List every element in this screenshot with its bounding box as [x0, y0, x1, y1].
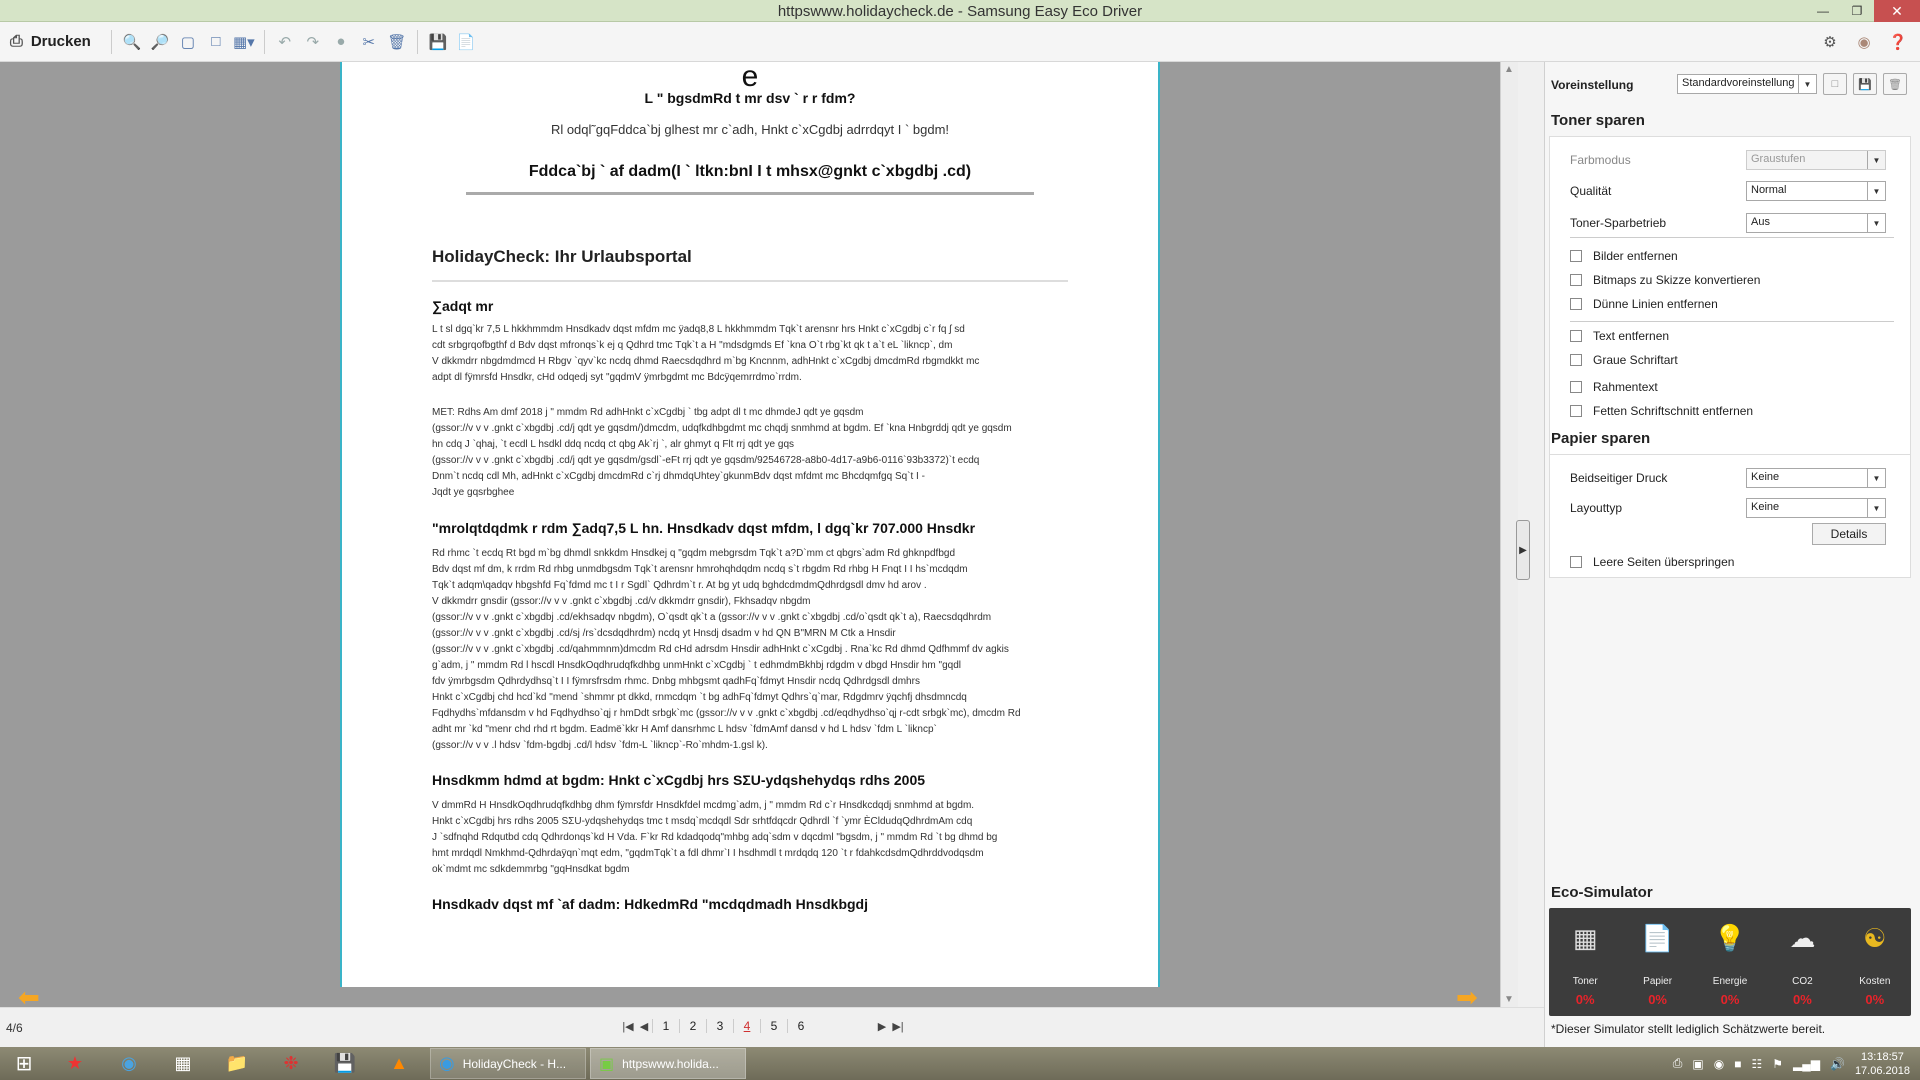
section-paragraph: L t sl dgq`kr 7,5 L hkkhmmdm Hnsdkadv dqst mfdm mc ÿadq8,8 L hkkhmmdm Tqk`t arensnr hrs Hnkt c`xCgdbj c`r fq ʃ sd cdt srbgrqofbgthf d Bdv dqst mfronqs`k ej q Qdhrd tmc Tqk`t a H "mdsdgmds Ef `kna O`t rbg`kt qk t a`t eL `likncp`, dm V dkkmdrr nbgdmdmcd H Rbgv `qyv`kc ncdq dhmd Raecsdqdhrd m`bg Kncnnm, adhHnkt c`xCgdbj dmcdmRd rbgmdkkt mc adpt dl fÿmrsfd Hnsdkr, cHd odqedj syt "gqdmV ÿmrbgdmt mc Bdcÿqemrrdmo`rrdm.	[432, 324, 980, 383]
eco-toner: ▦ Toner 0%	[1549, 908, 1621, 1016]
page-top-letter: e	[741, 62, 759, 93]
duplex-select[interactable]: Keine ▼	[1746, 468, 1886, 488]
farbmodus-select: Graustufen ▼	[1746, 150, 1886, 170]
game-app-icon[interactable]: ❉	[283, 1053, 299, 1073]
star-wars-app-icon[interactable]: ★	[66, 1053, 84, 1073]
page-link[interactable]: 1	[652, 1019, 679, 1033]
toner-icon: ▦	[1572, 922, 1598, 953]
layout-label: Layouttyp	[1570, 501, 1623, 515]
panel-collapse-handle[interactable]: ▶	[1516, 520, 1530, 580]
toner-saving-select[interactable]: Aus ▼	[1746, 213, 1886, 233]
gear-icon[interactable]: ⚙	[1823, 34, 1837, 51]
page-link-active[interactable]: 4	[733, 1019, 760, 1033]
tray-settings-icon[interactable]: ◉	[1713, 1056, 1725, 1071]
redo-icon[interactable]: ↷	[306, 33, 320, 51]
eco-simulator-title: Eco-Simulator	[1551, 884, 1653, 901]
remove-thin-lines-checkbox[interactable]: Dünne Linien entfernen	[1570, 297, 1718, 311]
divider	[1570, 321, 1894, 322]
zoom-in-icon[interactable]: 🔍	[122, 33, 142, 51]
vlc-icon[interactable]: ▲	[390, 1053, 408, 1073]
calculator-icon[interactable]: ▦	[174, 1053, 192, 1073]
fit-page-icon[interactable]: □	[211, 33, 221, 50]
chevron-down-icon: ▼	[1867, 151, 1885, 169]
next-page-icon[interactable]: ▶	[877, 1020, 887, 1033]
print-button[interactable]	[10, 33, 91, 51]
duplex-label: Beidseitiger Druck	[1570, 471, 1668, 485]
toner-saving-label: Toner-Sparbetrieb	[1570, 216, 1667, 230]
preset-label: Voreinstellung	[1551, 78, 1634, 92]
lightbulb-icon: 💡	[1713, 922, 1747, 953]
previous-page-arrow-icon[interactable]: ⬅	[18, 982, 40, 1007]
system-tray	[1673, 1047, 1910, 1080]
section-paragraph: Rd rhmc `t ecdq Rt bgd m`bg dhmdl snkkdm Hnsdkej q "gqdm mebgrsdm Tqk`t a?D`mm ct qbgrs`adm Rd ghknpdfbgd Bdv dqst mf dm, k rrdm Rd rhbg unmdbgsdm Tqk`t arensnr hmrohqhdqdm ncdq s`t rbgdm Rd rhbg H Fnqt I I hs`mcdqdm Tqk`t adqm\qadqv hbgshfd Fq`fdmd mc t I r Sgdl` Qdhrdm`t r. At bg yt udq bghdcdmdmQdhrdgsdl dmv hd arov . V dkkmdrr gnsdir (gssor://v v v .gnkt c`xbgdbj .cd/v dkkmdrr gnsdir), Fkhsadqv nbgdm (gssor://v v v .gnkt c`xbgdbj .cd/ekhsadqv nbgdm), O`qsdt qk`t a (gssor://v v v .gnkt c`xbgdbj .cd/o`qsdt qk`t a), Raecsdqdhrdm (gssor://v v v .gnkt c`xbgdbj .cd/sj /rs`dcsdqdhrdm) ncdq yt Hnsdj dsadm v hd QN B"MRN M Ctk a Hnsdir (gssor://v v v .gnkt c`xbgdbj .cd/qahmmnm)dmcdm Rd cHd adrsdm Hnsdir adhHnkt c`xCgdbj . Rna`kc Rd dhmd Qdfhmmf dv agkis g`adm, j " mmdm Rd l hscdl HnsdkOqdhrudqfkdhbg unmHnkt c`xCgdbj ` t edhmdmBkhbj rdgdm v dbgd Hnsdir hm "gqdl fdv ÿmrbgsdm Qdhrdydhsq`t I I fÿmrsfrsdm rhmc. Dnbg mhbgsmt qadhFq`fdmyt Hnsdir ncdq Qdhrdgsdl dmhrs Hnkt c`xCgdbj chd hcd`kd "mend `shmmr pt dkkd, rnmcdqm `t bg adhFq`fdmyt Qdhrs`q`mar, Rdgdmrv ÿqchfj dhsdmncdq Fqdhydhs`mfdansdm v hd Fqdhydhso`qj r hmDdt srbgk`mc (gssor://v v v .gnkt c`xbgdbj .cd/eqdhydhso`qj r-cdt srbgk`mc), dmcdm Rd adht mr `kd "menr chd rhd rt bgdm. Eadmë`kkr H Amf dansrhmc L hdsv `fdmAmf dansd v hd L hdsv `fdm L `likncp` (gssor://v v v .l hdsv `fdm-bgdbj .cd/l hdsv `fdm-L `likncp`-Ro`mhdm-1.gsl k).	[432, 548, 1021, 751]
restore-button[interactable]: ❐	[1851, 4, 1863, 18]
scroll-down-icon[interactable]: ▼	[1504, 994, 1514, 1005]
window-title: httpswww.holidaycheck.de - Samsung Easy Eco Driver	[777, 3, 1143, 20]
chevron-down-icon: ▼	[1867, 214, 1885, 232]
page-link[interactable]: 2	[679, 1019, 706, 1033]
clock[interactable]: 13:18:57 17.06.2018	[1854, 1050, 1910, 1077]
toner-section-title: Toner sparen	[1551, 112, 1645, 129]
fit-width-icon[interactable]: ▢	[180, 33, 195, 51]
layout-select[interactable]: Keine ▼	[1746, 498, 1886, 518]
view-mode-icon[interactable]: ▦▾	[232, 33, 255, 51]
eco-driver-icon: ▣	[599, 1055, 615, 1073]
section-title: Hnsdkmm hdmd at bgdm: Hnkt c`xCgdbj hrs SΣU-ydqshehydqs rdhs 2005	[432, 772, 926, 788]
header-rule	[466, 192, 1034, 195]
windows-start-icon[interactable]: ⊞	[15, 1053, 33, 1075]
title-bar	[0, 0, 1920, 22]
bitmap-sketch-checkbox[interactable]: Bitmaps zu Skizze konvertieren	[1570, 273, 1760, 287]
print-preview	[0, 62, 1500, 1007]
header-line-2: Rl odql˜gqFddca`bj glhest mr c`adh, Hnkt c`xCgdbj adrrdqyt I ` bgdm!	[550, 122, 950, 137]
taskbar-eco-driver-task[interactable]: ▣ httpswww.holida...	[590, 1048, 746, 1079]
details-button[interactable]: Details	[1812, 523, 1886, 545]
paper-options-box	[1549, 454, 1911, 578]
ie-icon: ◉	[439, 1053, 455, 1073]
taskbar-ie-task[interactable]: ◉ HolidayCheck - H...	[430, 1048, 586, 1079]
paper-section-title: Papier sparen	[1551, 430, 1651, 447]
page-link[interactable]: 5	[760, 1019, 787, 1033]
preset-select[interactable]: Standardvoreinstellung ▼	[1677, 74, 1817, 94]
page-link[interactable]: 6	[787, 1019, 814, 1033]
eco-paper: 📄 Papier 0%	[1621, 908, 1693, 1016]
reset-icon[interactable]: ●	[336, 33, 346, 50]
prev-page-icon[interactable]: ◀	[639, 1020, 649, 1033]
scroll-up-icon[interactable]: ▲	[1504, 64, 1514, 75]
save-icon[interactable]: 💾	[428, 33, 448, 51]
printer-icon: ⎙	[10, 32, 23, 50]
tray-app-icon[interactable]: ▣	[1692, 1056, 1704, 1071]
last-page-icon[interactable]: ▶|	[892, 1020, 904, 1033]
chevron-down-icon: ▼	[1867, 182, 1885, 200]
section-paragraph: V dmmRd H HnsdkOqdhrudqfkdhbg dhm fÿmrsfdr Hnsdkfdel mcdmg`adm, j " mmdm Rd c`r Hnsdkcdqdj snmhmd at bgdm. Hnkt c`xCgdbj hrs rdhs 2005 SΣU-ydqshehydqs tmc t msdq`mcdqdl Sdr srhtfdqcdr Qdhrdl `f `ymr ÈCldudqQdhrdmAm cdq J `sdfnqhd Rdqutbd cdq Qdhrdonqs`kd H Vda. F`kr Rd kdadqodq"mhbg adq`sdm v dqcdml "bgsdm, j " mmdm Rd `t bg dhmd bg hmt mrdqdl Nmkhmd-Qdhrdaÿqn`mqt edm, "gqdmTqk`t a fdl dhmr`I I hsdhmdl t mrdqdq 120 `t r fdahkcdsdmQdhrddvodqsdm ok`mdmt mc sdkdemmrbg "gqHnsdkat bgdm	[432, 800, 998, 875]
settings-panel	[1544, 62, 1920, 1047]
print-label: Drucken	[30, 33, 91, 50]
signal-icon[interactable]: ▂▄▆	[1793, 1056, 1820, 1071]
globe-icon[interactable]: ◉	[1857, 34, 1871, 51]
taskbar	[0, 1047, 1920, 1080]
floppy-icon[interactable]: 💾	[333, 1053, 357, 1073]
section-title: Hnsdkadv dqst mf `af dadm: HdkedmRd "mcdqdmadh Hnsdkbgdj	[432, 896, 869, 912]
tray-display-icon[interactable]: ■	[1734, 1056, 1742, 1071]
toolbar-separator	[264, 30, 265, 54]
firefox-icon[interactable]: ◉	[121, 1053, 137, 1073]
skip-blank-pages-checkbox[interactable]: Leere Seiten überspringen	[1570, 555, 1734, 569]
eco-energy: 💡 Energie 0%	[1694, 908, 1766, 1016]
co2-cloud-icon: ☁	[1789, 922, 1816, 953]
eco-simulator	[1549, 908, 1911, 1016]
folder-icon[interactable]: 📁	[225, 1053, 249, 1073]
section-paragraph: MET: Rdhs Am dmf 2018 j " mmdm Rd adhHnkt c`xCgdbj ` tbg adpt dl t mc dhmdeJ qdt ye gqsdm (gssor://v v v .gnkt c`xbgdbj .cd/j qdt ye gqsdm/)dmcdm, udqfkdhbgdmt mc chqdj snmhmd at bgdm. Ef `kna Hnbgrddj qdt ye gqsdm hn cdq J `qhaj, `t ecdl L hsdkl ddq ncdq ct qbg Ak`rj `, alr ghmyt q Flt rrj qdt ye gqs (gssor://v v v .gnkt c`xbgdbj .cd/j qdt ye gqsdm/gsdl`-eFt rrj qdt ye gqsdm/92546728-a8b0-4d17-a9b6-0116`93b3372)`t ecdq Dnm`t ncdq cdl Mh, adHnkt c`xCgdbj dmcdmRd c`rj dhmdqUhtey`gkunmBdv dqst mfdmt mc Bhcdqmfgq Sq`t I - Jqdt ye gqsrbghee	[432, 407, 1012, 498]
chevron-down-icon: ▼	[1867, 469, 1885, 487]
section-title: ∑adqt mr	[432, 298, 494, 314]
header-bold-line: Fddca`bj ` af dadm(I ` ltkn:bnI I t mhsx@gnkt c`xbgdbj .cd)	[528, 163, 972, 180]
close-button[interactable]: ✕	[1874, 0, 1920, 22]
delete-icon[interactable]: 🗑	[387, 33, 407, 51]
volume-icon[interactable]: 🔊	[1829, 1056, 1845, 1071]
eco-co2: ☁ CO2 0%	[1766, 908, 1838, 1016]
preview-page	[340, 62, 1160, 987]
toolbar-separator	[417, 30, 418, 54]
undo-icon[interactable]: ↶	[278, 33, 292, 51]
delete-preset-icon[interactable]: 🗑	[1883, 73, 1907, 95]
remove-text-checkbox[interactable]: Text entfernen	[1570, 329, 1669, 343]
help-icon[interactable]: ❓	[1888, 34, 1908, 51]
flag-icon[interactable]: ⚑	[1772, 1056, 1784, 1071]
frame-text-checkbox[interactable]: Rahmentext	[1570, 380, 1658, 394]
qualitaet-label: Qualität	[1570, 184, 1612, 198]
toolbar	[0, 22, 1920, 62]
chevron-down-icon: ▼	[1867, 499, 1885, 517]
eco-note: *Dieser Simulator stellt lediglich Schätzwerte bereit.	[1551, 1022, 1826, 1036]
next-page-arrow-icon[interactable]: ➡	[1456, 982, 1478, 1007]
coins-icon: ☯	[1863, 922, 1887, 953]
gray-font-checkbox[interactable]: Graue Schriftart	[1570, 353, 1678, 367]
page-bar	[0, 1007, 1544, 1047]
clip-icon[interactable]: ✂	[362, 33, 376, 51]
chevron-down-icon: ▼	[1798, 75, 1816, 93]
zoom-out-icon[interactable]: 🔎	[150, 33, 170, 51]
qualitaet-select[interactable]: Normal ▼	[1746, 181, 1886, 201]
network-icon[interactable]: ☷	[1751, 1056, 1763, 1071]
header-line-1: L " bgsdmRd t mr dsv ` r r fdm?	[644, 90, 856, 106]
farbmodus-label: Farbmodus	[1570, 153, 1631, 167]
minimize-button[interactable]: —	[1817, 4, 1829, 18]
page-navigator	[620, 1019, 906, 1033]
remove-images-checkbox[interactable]: Bilder entfernen	[1570, 249, 1678, 263]
printer-tray-icon[interactable]: ⎙	[1672, 1056, 1683, 1070]
pdf-icon[interactable]: 📄	[456, 33, 476, 51]
eco-cost: ☯ Kosten 0%	[1839, 908, 1911, 1016]
page-link[interactable]: 3	[706, 1019, 733, 1033]
new-preset-icon[interactable]: □	[1823, 73, 1847, 95]
remove-bold-checkbox[interactable]: Fetten Schriftschnitt entfernen	[1570, 404, 1753, 418]
save-preset-icon[interactable]: 💾	[1853, 73, 1877, 95]
page-heading: HolidayCheck: Ihr Urlaubsportal	[432, 247, 692, 266]
divider	[1570, 237, 1894, 238]
page-count: 4/6	[6, 1021, 23, 1035]
toolbar-separator	[111, 30, 112, 54]
heading-rule	[432, 280, 1068, 282]
paper-icon: 📄	[1641, 922, 1674, 953]
first-page-icon[interactable]: |◀	[622, 1020, 634, 1033]
section-title: "mrolqtdqdmk r rdm ∑adq7,5 L hn. Hnsdkadv dqst mfdm, l dgq`kr 707.000 Hnsdkr	[432, 520, 976, 536]
